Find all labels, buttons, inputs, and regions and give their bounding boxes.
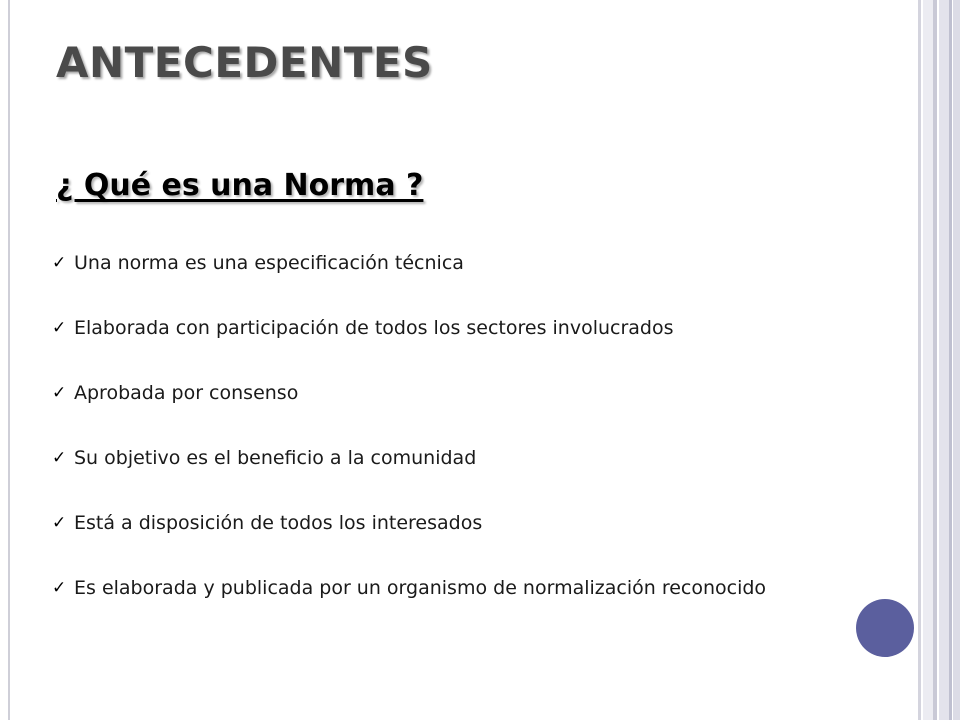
- checkmark-icon: ✓: [52, 383, 67, 403]
- bullet-item: [52, 442, 902, 474]
- checkmark-icon: ✓: [52, 578, 67, 598]
- bullet-item: [52, 507, 902, 539]
- stripe: [949, 0, 952, 720]
- slide-title: ANTECEDENTES: [56, 38, 433, 87]
- stripe: [918, 0, 921, 720]
- checkmark-icon: ✓: [52, 253, 67, 273]
- stripe: [939, 0, 949, 720]
- bullet-text: Elaborada con participación de todos los sectores involucrados: [74, 317, 674, 339]
- bullet-text: Está a disposición de todos los interesados: [74, 512, 483, 534]
- bullet-text: Es elaborada y publicada por un organismo de normalización reconocido: [74, 577, 767, 599]
- bullet-item: [52, 247, 902, 279]
- checkmark-icon: ✓: [52, 448, 67, 468]
- stripe: [953, 0, 960, 720]
- decorative-stripes: [918, 0, 960, 720]
- checkmark-icon: ✓: [52, 513, 67, 533]
- stripe: [923, 0, 933, 720]
- bullet-text: Su objetivo es el beneficio a la comunidad: [74, 447, 477, 469]
- bullet-text: Una norma es una especificación técnica: [74, 252, 464, 274]
- slide-subtitle: ¿ Qué es una Norma ?: [56, 168, 424, 203]
- checkmark-icon: ✓: [52, 318, 67, 338]
- bullet-item: [52, 572, 902, 604]
- bullet-list: [52, 247, 902, 637]
- stripe: [933, 0, 937, 720]
- decorative-circle: [856, 599, 914, 657]
- bullet-text: Aprobada por consenso: [74, 382, 299, 404]
- bullet-item: [52, 377, 902, 409]
- slide-frame-left-border: [8, 0, 10, 720]
- bullet-item: [52, 312, 902, 344]
